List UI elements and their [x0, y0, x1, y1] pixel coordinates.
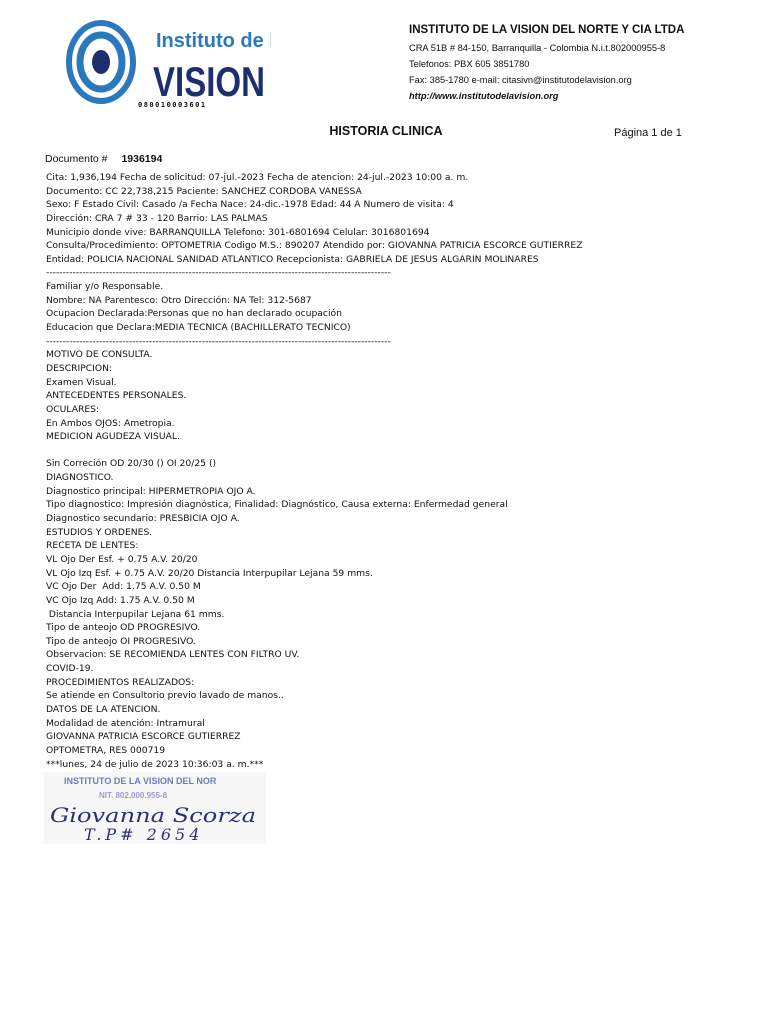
record-line: Modalidad de atención: Intramural [46, 717, 205, 729]
record-line: VL Ojo Izq Esf. + 0.75 A.V. 20/20 Distancia Interpupilar Lejana 59 mms. [46, 567, 373, 579]
record-line: Examen Visual. [46, 376, 117, 388]
record-line: Tipo de anteojo OI PROGRESIVO. [46, 635, 196, 647]
record-line: PROCEDIMIENTOS REALIZADOS: [46, 676, 195, 688]
record-line: DIAGNOSTICO. [46, 472, 114, 484]
record-line: Dirección: CRA 7 # 33 - 120 Barrio: LAS PALMAS [46, 212, 268, 224]
logo-line1: Instituto de [156, 30, 264, 52]
stamp-line1: INSTITUTO DE LA VISION DEL NOR [64, 776, 217, 786]
record-line: COVID-19. [46, 663, 94, 675]
record-line: RECETA DE LENTES: [46, 540, 139, 552]
document-number [45, 153, 162, 165]
stamp-line2: NIT. 802.000.955-8 [99, 791, 168, 800]
record-line: VC Ojo Izq Add: 1.75 A.V. 0.50 M [46, 594, 195, 606]
record-line: Entidad: POLICIA NACIONAL SANIDAD ATLANTICO Recepcionista: GABRIELA DE JESUS ALGARIN MOLINARES [46, 253, 539, 265]
record-line: OPTOMETRA, RES 000719 [46, 744, 166, 756]
logo-line2: VISION [153, 58, 265, 105]
record-line: En Ambos OJOS: Ametropia. [46, 417, 175, 429]
signature-stamp [44, 772, 266, 844]
record-line: -------------------------------------------------------------------------------------------------------- [46, 267, 391, 279]
record-line: Documento: CC 22,738,215 Paciente: SANCHEZ CORDOBA VANESSA [46, 185, 362, 197]
record-line: Nombre: NA Parentesco: Otro Dirección: NA Tel: 312-5687 [46, 294, 312, 306]
record-line: Diagnostico principal: HIPERMETROPIA OJO A. [46, 485, 256, 497]
document-title-text: HISTORIA CLINICA [329, 124, 443, 138]
record-line: Distancia Interpupilar Lejana 61 mms. [46, 608, 225, 620]
institute-logo [66, 20, 271, 106]
company-address: CRA 51B # 84-150, Barranquilla - Colombia N.i.t.802000955-8 [409, 43, 666, 53]
signature-handwriting: Giovanna Scorza [50, 803, 256, 827]
barcode-number: 080010003601 [138, 101, 207, 109]
record-line: Municipio donde vive: BARRANQUILLA Telefono: 301-6801694 Celular: 3016801694 [46, 226, 430, 238]
record-line: Diagnostico secundario: PRESBICIA OJO A. [46, 513, 240, 525]
company-info [409, 24, 759, 104]
page-indicator: Página 1 de 1 [614, 127, 682, 139]
record-line [46, 444, 746, 458]
record-line: Cita: 1,936,194 Fecha de solicitud: 07-jul.-2023 Fecha de atencion: 24-jul.-2023 10:00 a. m. [46, 172, 469, 183]
clinical-record-body [46, 171, 746, 771]
record-line: GIOVANNA PATRICIA ESCORCE GUTIERREZ [46, 731, 241, 743]
record-line: DESCRIPCION: [46, 362, 113, 374]
record-line: OCULARES: [46, 403, 100, 415]
signature-tp: T.P# 2654 [84, 825, 204, 844]
record-line: Se atiende en Consultorio previo lavado de manos.. [46, 690, 284, 702]
record-line: -------------------------------------------------------------------------------------------------------- [46, 335, 391, 347]
record-line: Sexo: F Estado Civil: Casado /a Fecha Nace: 24-dic.-1978 Edad: 44 A Numero de visita: 4 [46, 199, 454, 211]
record-line: DATOS DE LA ATENCION. [46, 703, 161, 715]
record-line: ***lunes, 24 de julio de 2023 10:36:03 a. m.*** [46, 758, 264, 770]
record-line: Educacion que Declara:MEDIA TECNICA (BACHILLERATO TECNICO) [46, 322, 351, 334]
document-number-value: 1936194 [121, 153, 163, 165]
company-fax-email: Fax: 385-1780 e-mail: citasivn@institutodelavision.org [409, 75, 632, 85]
record-line: MEDICION AGUDEZA VISUAL. [46, 431, 180, 443]
record-line: ANTECEDENTES PERSONALES. [46, 390, 187, 402]
record-line: VC Ojo Der Add: 1.75 A.V. 0.50 M [46, 581, 201, 593]
record-line: Ocupacion Declarada:Personas que no han declarado ocupación [46, 308, 342, 320]
company-website[interactable]: http://www.institutodelavision.org [409, 91, 559, 101]
company-name: INSTITUTO DE LA VISION DEL NORTE Y CIA LTDA [409, 24, 685, 36]
company-phone: Telefonos: PBX 605 3851780 [409, 59, 530, 69]
record-line: Tipo de anteojo OD PROGRESIVO. [46, 622, 201, 634]
record-line: Observacion: SE RECOMIENDA LENTES CON FILTRO UV. [46, 649, 300, 661]
record-line: Tipo diagnostico: Impresión diagnóstica, Finalidad: Diagnóstico, Causa externa: Enfermedad general [46, 499, 508, 511]
record-line: Consulta/Procedimiento: OPTOMETRIA Codigo M.S.: 890207 Atendido por: GIOVANNA PATRICIA ESCORCE GUTIERREZ [46, 240, 583, 252]
record-line: MOTIVO DE CONSULTA. [46, 349, 153, 361]
document-number-label: Documento # [45, 153, 108, 165]
record-line: ESTUDIOS Y ORDENES. [46, 526, 153, 538]
record-line: Familiar y/o Responsable. [46, 281, 164, 293]
record-line: Sin Correción OD 20/30 () OI 20/25 () [46, 458, 217, 470]
record-line: VL Ojo Der Esf. + 0.75 A.V. 20/20 [46, 553, 198, 565]
